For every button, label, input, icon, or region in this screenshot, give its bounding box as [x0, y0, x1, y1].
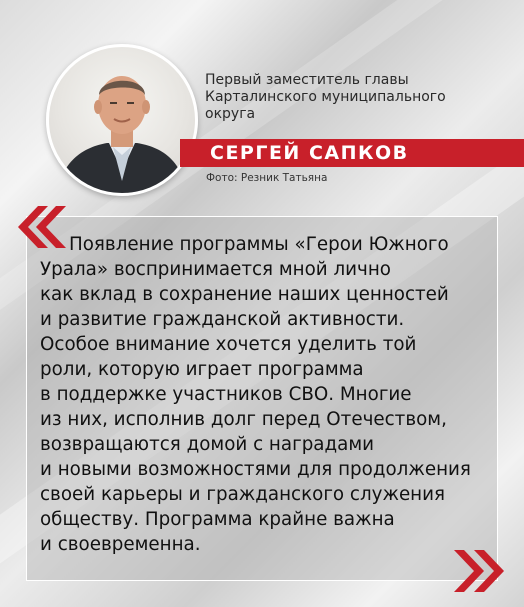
chevron-double-right-icon	[452, 546, 510, 600]
photo-credit: Фото: Резник Татьяна	[206, 172, 328, 184]
speaker-position: Первый заместитель главы Карталинского муниципального округа	[205, 72, 446, 122]
quote-text: Появление программы «Герои Южного Урала» воспринимается мной лично как вклад в сохранение наших ценностей и развитие гражданской активности. Особое внимание хочется уделить той роли, которую играет программа в поддержке участников СВО. Многие из них, исполнив долг перед Отечеством, возвращаются домой с наградами и новыми возможностями для продолжения своей карьеры и гражданского служения обществу. Программа крайне важна и своевременна.	[40, 234, 471, 555]
speaker-portrait	[46, 44, 198, 196]
speaker-name-banner	[180, 139, 524, 167]
speaker-name: СЕРГЕЙ САПКОВ	[210, 142, 409, 164]
chevron-double-left-icon	[10, 202, 68, 256]
